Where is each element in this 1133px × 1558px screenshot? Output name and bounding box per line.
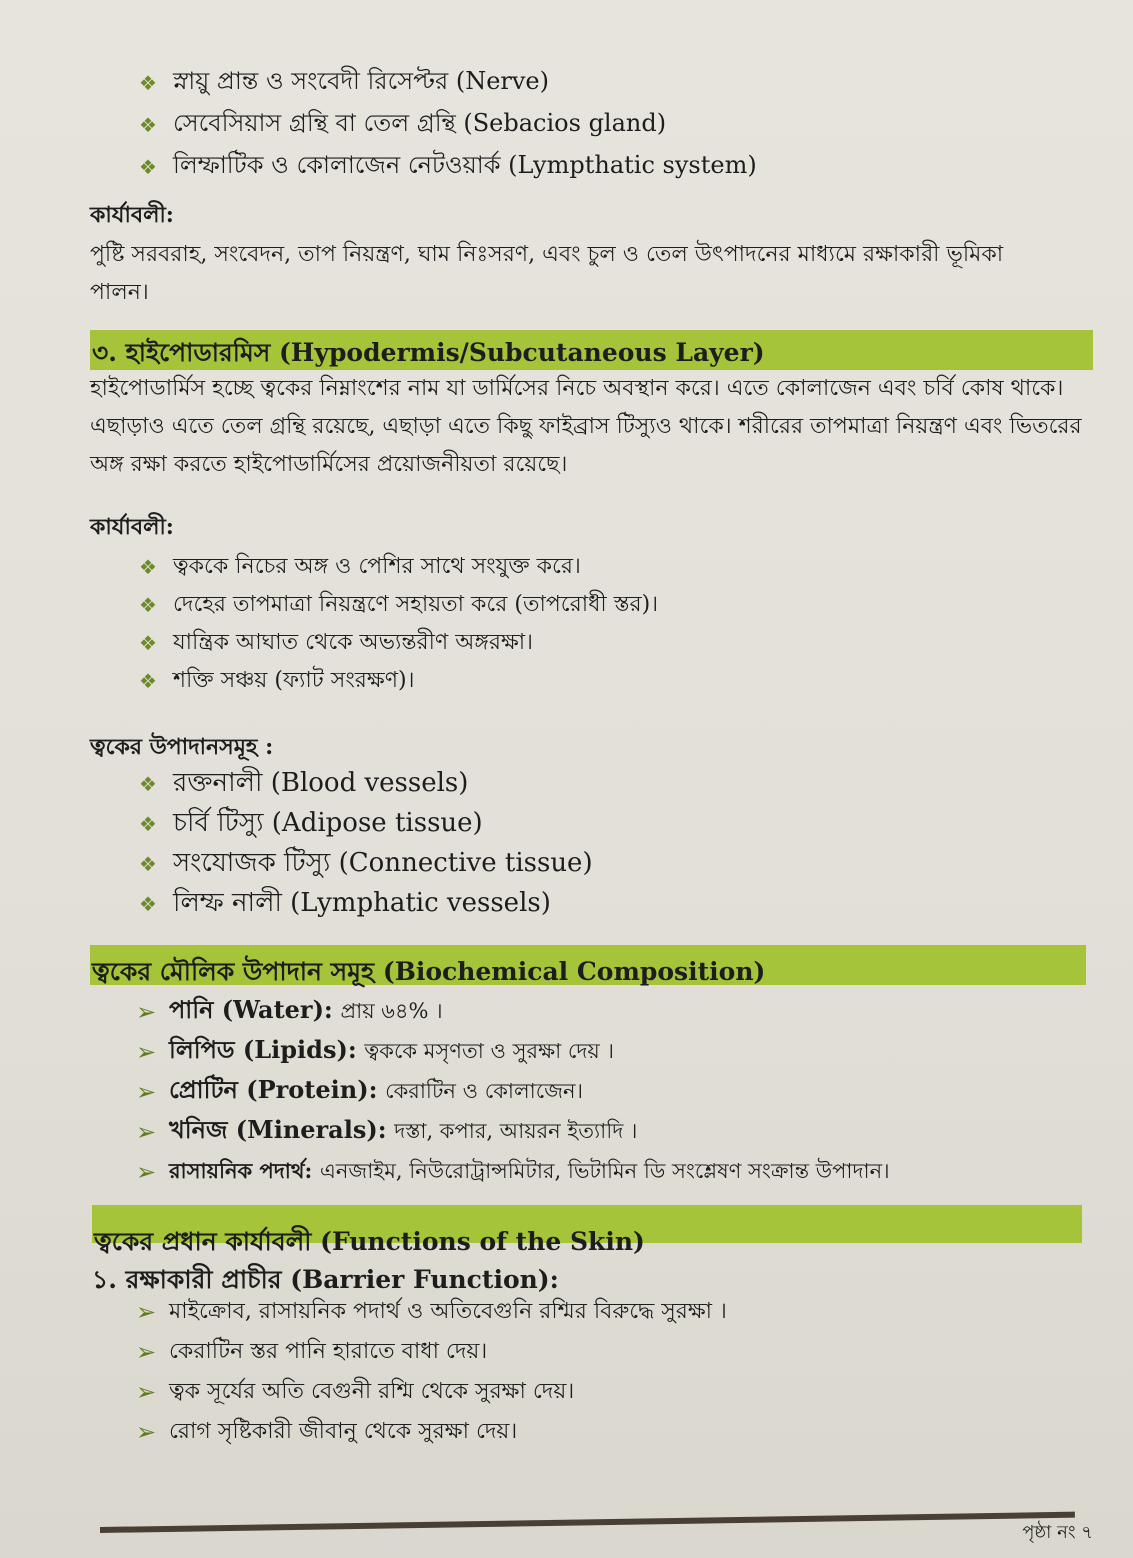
list-item (135, 1072, 890, 1112)
arrowhead-bullet-icon: ➢ (135, 1298, 157, 1326)
hypodermis-functions-list (135, 548, 658, 700)
list-item (135, 1292, 727, 1332)
list-item-text: রোগ সৃষ্টিকারী জীবানু থেকে সুরক্ষা দেয়। (169, 1418, 518, 1444)
arrowhead-bullet-icon: ➢ (135, 1378, 157, 1406)
list-item-text: লিম্ফ নালী (Lymphatic vessels) (173, 888, 551, 918)
list-item (135, 624, 658, 662)
arrowhead-bullet-icon: ➢ (135, 1038, 157, 1066)
list-item-text: রক্তনালী (Blood vessels) (173, 768, 469, 798)
section-title-biochemical: ত্বকের মৌলিক উপাদান সমূহ (Biochemical Composition) (92, 957, 766, 986)
list-item (135, 662, 658, 700)
four-diamond-bullet-icon: ❖ (139, 593, 157, 617)
arrowhead-bullet-icon: ➢ (135, 1158, 157, 1186)
list-item-text: যান্ত্রিক আঘাত থেকে অভ্যন্তরীণ অঙ্গরক্ষা। (173, 629, 534, 655)
list-item (135, 62, 757, 104)
list-item-text: মাইক্রোব, রাসায়নিক পদার্থ ও অতিবেগুনি রশ্মির বিরুদ্ধে সুরক্ষা । (169, 1298, 727, 1324)
hypodermis-text: হাইপোডার্মিস হচ্ছে ত্বকের নিম্নাংশের নাম যা ডার্মিসের নিচে অবস্থান করে। এতে কোলাজেন এবং চর্বি কোষ থাকে। এছাড়াও এতে তেল গ্রন্থি রয়েছে, এছাড়া এতে কিছু ফাইব্রাস টিস্যুও থাকে। শরীরের তাপমাত্রা নিয়ন্ত্রণ এবং ভিতরের অঙ্গ রক্ষা করতে হাইপোডার্মিসের প্রয়োজনীয়তা রয়েছে। (90, 376, 1082, 477)
item-label: প্রোটিন (Protein): (169, 1075, 378, 1104)
section-title-functions: ত্বকের প্রধান কার্যাবলী (Functions of the Skin) (94, 1227, 645, 1256)
hypodermis-functions-heading: কার্যাবলী: (90, 514, 174, 540)
four-diamond-bullet-icon: ❖ (139, 852, 157, 876)
list-item (135, 844, 593, 884)
list-item (135, 104, 757, 146)
list-item (135, 1112, 890, 1152)
dermis-components-list (135, 62, 757, 188)
arrowhead-bullet-icon: ➢ (135, 1338, 157, 1366)
list-item (135, 1152, 890, 1192)
barrier-function-heading: ১. রক্ষাকারী প্রাচীর (Barrier Function): (92, 1265, 559, 1294)
list-item-text: স্নায়ু প্রান্ত ও সংবেদী রিসেপ্টর (Nerve) (173, 67, 549, 95)
item-label: রাসায়নিক পদার্থ: (169, 1157, 313, 1183)
list-item-text: শক্তি সঞ্চয় (ফ্যাট সংরক্ষণ)। (173, 667, 415, 693)
four-diamond-bullet-icon: ❖ (139, 669, 157, 693)
components-list (135, 764, 593, 924)
arrowhead-bullet-icon: ➢ (135, 998, 157, 1026)
dermis-functions-text: পুষ্টি সরবরাহ, সংবেদন, তাপ নিয়ন্ত্রণ, ঘাম নিঃসরণ, এবং চুল ও তেল উৎপাদনের মাধ্যমে রক্ষাকারী ভূমিকা পালন। (90, 242, 1004, 305)
four-diamond-bullet-icon: ❖ (139, 155, 157, 179)
four-diamond-bullet-icon: ❖ (139, 892, 157, 916)
list-item (135, 1372, 727, 1412)
dermis-functions-heading: কার্যাবলী: (90, 202, 174, 228)
page-number: পৃষ্ঠা নং ৭ (1022, 1522, 1093, 1543)
list-item (135, 764, 593, 804)
item-value: ত্বককে মসৃণতা ও সুরক্ষা দেয় । (364, 1038, 614, 1063)
list-item-text: কেরাটিন স্তর পানি হারাতে বাধা দেয়। (169, 1338, 488, 1364)
barrier-function-list (135, 1292, 727, 1452)
arrowhead-bullet-icon: ➢ (135, 1418, 157, 1446)
list-item (135, 1412, 727, 1452)
list-item (135, 548, 658, 586)
four-diamond-bullet-icon: ❖ (139, 113, 157, 137)
biochemical-list (135, 992, 890, 1192)
list-item (135, 586, 658, 624)
list-item (135, 146, 757, 188)
list-item (135, 1032, 890, 1072)
list-item-text: ত্বককে নিচের অঙ্গ ও পেশির সাথে সংযুক্ত করে। (173, 553, 581, 579)
four-diamond-bullet-icon: ❖ (139, 812, 157, 836)
list-item-text: চর্বি টিস্যু (Adipose tissue) (173, 808, 483, 838)
footer-rule (100, 1512, 1075, 1533)
list-item-text: সেবেসিয়াস গ্রন্থি বা তেল গ্রন্থি (Sebacios gland) (173, 109, 667, 137)
four-diamond-bullet-icon: ❖ (139, 555, 157, 579)
four-diamond-bullet-icon: ❖ (139, 772, 157, 796)
item-value: প্রায় ৬৪% । (340, 998, 443, 1023)
item-label: খনিজ (Minerals): (169, 1115, 387, 1144)
list-item-text: ত্বক সূর্যের অতি বেগুনী রশ্মি থেকে সুরক্ষা দেয়। (169, 1378, 575, 1404)
four-diamond-bullet-icon: ❖ (139, 631, 157, 655)
list-item-text: দেহের তাপমাত্রা নিয়ন্ত্রণে সহায়তা করে (তাপরোধী স্তর)। (173, 591, 659, 617)
components-heading: ত্বকের উপাদানসমূহ : (90, 734, 274, 760)
item-value: এনজাইম, নিউরোট্রান্সমিটার, ভিটামিন ডি সংশ্লেষণ সংক্রান্ত উপাদান। (319, 1158, 890, 1183)
arrowhead-bullet-icon: ➢ (135, 1118, 157, 1146)
item-label: পানি (Water): (169, 995, 333, 1024)
list-item (135, 804, 593, 844)
list-item (135, 1332, 727, 1372)
list-item-text: সংযোজক টিস্যু (Connective tissue) (173, 848, 593, 878)
item-value: কেরাটিন ও কোলাজেন। (385, 1078, 584, 1103)
four-diamond-bullet-icon: ❖ (139, 71, 157, 95)
list-item (135, 992, 890, 1032)
item-value: দস্তা, কপার, আয়রন ইত্যাদি । (394, 1118, 638, 1143)
list-item (135, 884, 593, 924)
section-title-hypodermis: ৩. হাইপোডারমিস (Hypodermis/Subcutaneous Layer) (92, 338, 765, 367)
arrowhead-bullet-icon: ➢ (135, 1078, 157, 1106)
item-label: লিপিড (Lipids): (169, 1035, 357, 1064)
list-item-text: লিম্ফাটিক ও কোলাজেন নেটওয়ার্ক (Lympthatic system) (173, 151, 757, 179)
